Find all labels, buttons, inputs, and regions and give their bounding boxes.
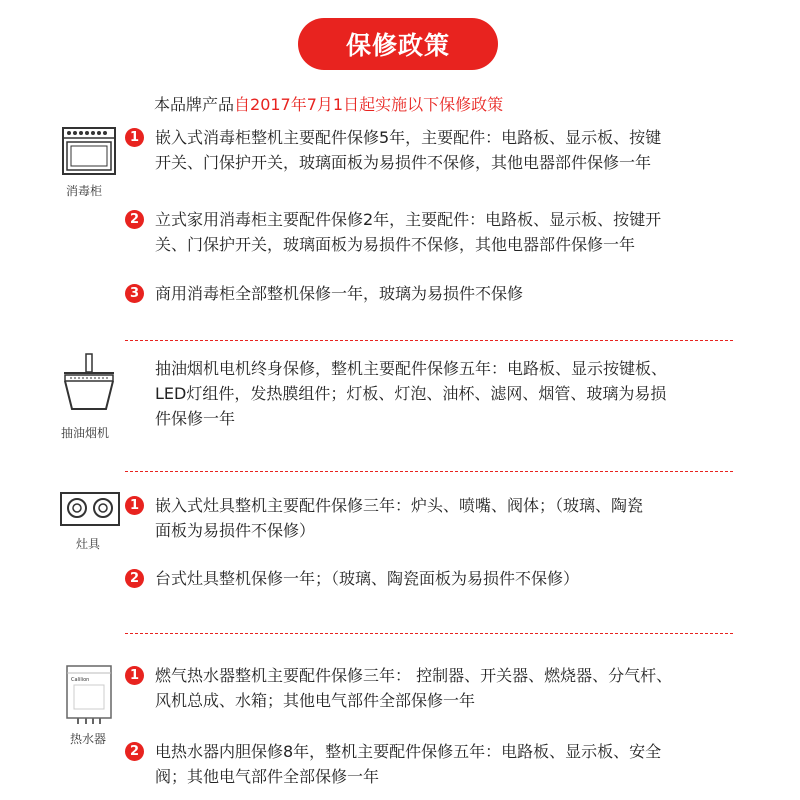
list-item xyxy=(125,125,661,175)
range-hood-icon xyxy=(62,353,116,419)
category-label-hood: 抽油烟机 xyxy=(61,426,110,440)
category-label-stove: 灶具 xyxy=(76,537,101,551)
gas-stove-icon xyxy=(60,492,120,530)
item-number-badge: 2 xyxy=(125,569,144,588)
category-label-cabinet: 消毒柜 xyxy=(66,184,103,198)
section-divider xyxy=(125,471,733,472)
item-text: 嵌入式消毒柜整机主要配件保修5年，主要配件：电路板、显示板、按键 开关、门保护开关，玻璃面板为易损件不保修，其他电器部件保修一年 xyxy=(155,128,662,172)
page-title: 保修政策 xyxy=(345,31,450,60)
list-item xyxy=(125,739,661,789)
list-item xyxy=(125,566,579,591)
item-text: 抽油烟机电机终身保修，整机主要配件保修五年：电路板、显示按键板、 LED灯组件，发热膜组件；灯板、灯泡、油杯、滤网、烟管、玻璃为易损 件保修一年 xyxy=(155,359,668,428)
category-label-heater: 热水器 xyxy=(70,732,107,746)
list-item xyxy=(125,356,667,431)
list-item xyxy=(125,493,643,543)
list-item xyxy=(125,663,672,713)
list-item xyxy=(125,207,661,257)
item-text: 嵌入式灶具整机主要配件保修三年：炉头、喷嘴、阀体；（玻璃、陶瓷 面板为易损件不保修） xyxy=(155,496,644,540)
intro-highlight: 自2017年7月1日起实施以下保修政策 xyxy=(234,95,504,114)
intro-prefix: 本品牌产品 xyxy=(154,95,235,114)
water-heater-icon xyxy=(66,665,112,729)
item-number-badge: 1 xyxy=(125,666,144,685)
item-text: 台式灶具整机保修一年；（玻璃、陶瓷面板为易损件不保修） xyxy=(155,569,580,588)
disinfection-cabinet-icon xyxy=(62,127,116,179)
item-number-badge: 2 xyxy=(125,210,144,229)
item-number-badge: 1 xyxy=(125,128,144,147)
intro-line xyxy=(154,92,503,115)
section-divider xyxy=(125,633,733,634)
title-banner xyxy=(298,18,498,70)
section-divider xyxy=(125,340,733,341)
item-number-badge: 3 xyxy=(125,284,144,303)
item-number-badge: 1 xyxy=(125,496,144,515)
item-text: 电热水器内胆保修8年，整机主要配件保修五年：电路板、显示板、安全 阀；其他电气部件全部保修一年 xyxy=(155,742,662,786)
item-text: 燃气热水器整机主要配件保修三年： 控制器、开关器、燃烧器、分气杆、 风机总成、水箱；其他电气部件全部保修一年 xyxy=(155,666,673,710)
heater-brand-text: Calilion xyxy=(71,677,90,683)
item-text: 立式家用消毒柜主要配件保修2年，主要配件：电路板、显示板、按键开 关、门保护开关，玻璃面板为易损件不保修，其他电器部件保修一年 xyxy=(155,210,662,254)
list-item xyxy=(125,281,523,306)
item-number-badge: 2 xyxy=(125,742,144,761)
item-text: 商用消毒柜全部整机保修一年，玻璃为易损件不保修 xyxy=(155,284,524,303)
